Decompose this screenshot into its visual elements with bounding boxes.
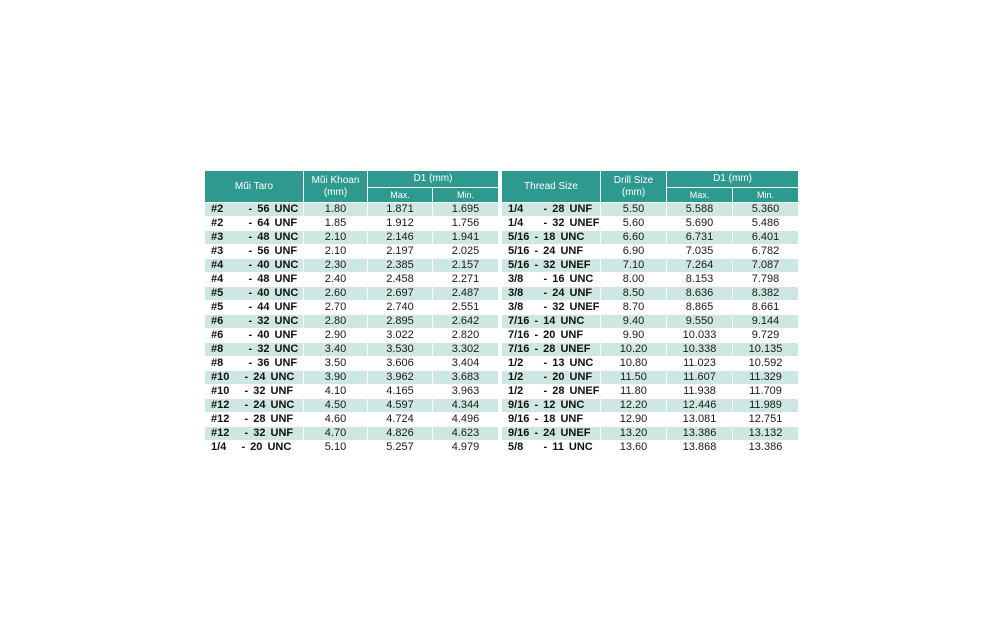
- table-row: [502, 329, 798, 343]
- thread-size-cell: #2 - 64 UNF: [205, 217, 304, 231]
- table-row: [205, 231, 498, 245]
- col-header-min: Min.: [433, 188, 498, 203]
- d1-min-cell: 2.157: [433, 259, 498, 273]
- col-header-d1: D1 (mm): [368, 171, 498, 188]
- thread-size-cell: 3/8 - 16 UNC: [502, 273, 601, 287]
- thread-size-cell: #12 - 32 UNF: [205, 427, 304, 441]
- d1-max-cell: 1.912: [368, 217, 433, 231]
- table-row: [205, 427, 498, 441]
- d1-max-cell: 10.338: [667, 343, 733, 357]
- drill-size-cell: 11.80: [601, 385, 667, 399]
- drill-size-cell: 10.20: [601, 343, 667, 357]
- thread-size-cell: 1/4 - 20 UNC: [205, 441, 304, 455]
- d1-max-cell: 9.550: [667, 315, 733, 329]
- d1-min-cell: 1.941: [433, 231, 498, 245]
- d1-max-cell: 7.035: [667, 245, 733, 259]
- d1-max-cell: 2.385: [368, 259, 433, 273]
- d1-max-cell: 4.826: [368, 427, 433, 441]
- d1-min-cell: 5.486: [733, 217, 798, 231]
- drill-size-cell: 3.40: [304, 343, 368, 357]
- col-header-d1: D1 (mm): [667, 171, 798, 188]
- drill-size-cell: 9.40: [601, 315, 667, 329]
- thread-size-cell: #5 - 44 UNF: [205, 301, 304, 315]
- drill-size-cell: 3.90: [304, 371, 368, 385]
- table-row: [502, 301, 798, 315]
- d1-max-cell: 1.871: [368, 203, 433, 217]
- thread-size-cell: #6 - 32 UNC: [205, 315, 304, 329]
- d1-min-cell: 3.683: [433, 371, 498, 385]
- drill-size-cell: 5.60: [601, 217, 667, 231]
- table-row: [205, 203, 498, 217]
- table-row: [205, 287, 498, 301]
- d1-max-cell: 3.022: [368, 329, 433, 343]
- drill-size-cell: 3.50: [304, 357, 368, 371]
- drill-size-cell: 2.60: [304, 287, 368, 301]
- drill-size-cell: 13.60: [601, 441, 667, 455]
- d1-min-cell: 8.661: [733, 301, 798, 315]
- thread-size-cell: 3/8 - 32 UNEF: [502, 301, 601, 315]
- d1-max-cell: 2.895: [368, 315, 433, 329]
- table-row: [502, 427, 798, 441]
- thread-size-cell: #5 - 40 UNC: [205, 287, 304, 301]
- d1-min-cell: 1.695: [433, 203, 498, 217]
- d1-min-cell: 7.798: [733, 273, 798, 287]
- thread-size-cell: #10 - 32 UNF: [205, 385, 304, 399]
- thread-size-cell: #8 - 36 UNF: [205, 357, 304, 371]
- drill-size-cell: 4.70: [304, 427, 368, 441]
- thread-size-cell: 3/8 - 24 UNF: [502, 287, 601, 301]
- col-header-size: Thread Size: [502, 171, 601, 203]
- table-row: [502, 399, 798, 413]
- d1-max-cell: 10.033: [667, 329, 733, 343]
- drill-size-cell: 2.30: [304, 259, 368, 273]
- d1-min-cell: 13.386: [733, 441, 798, 455]
- drill-size-cell: 4.50: [304, 399, 368, 413]
- d1-max-cell: 4.724: [368, 413, 433, 427]
- d1-max-cell: 2.697: [368, 287, 433, 301]
- d1-min-cell: 5.360: [733, 203, 798, 217]
- drill-size-cell: 8.00: [601, 273, 667, 287]
- table-row: [205, 217, 498, 231]
- left-table-body: [205, 203, 498, 455]
- d1-min-cell: 9.144: [733, 315, 798, 329]
- drill-size-cell: 6.60: [601, 231, 667, 245]
- drill-size-cell: 1.80: [304, 203, 368, 217]
- thread-size-cell: 7/16 - 14 UNC: [502, 315, 601, 329]
- thread-size-cell: #4 - 40 UNC: [205, 259, 304, 273]
- d1-max-cell: 13.081: [667, 413, 733, 427]
- table-row: [502, 287, 798, 301]
- d1-min-cell: 2.551: [433, 301, 498, 315]
- d1-max-cell: 4.165: [368, 385, 433, 399]
- d1-min-cell: 6.782: [733, 245, 798, 259]
- thread-size-cell: #3 - 48 UNC: [205, 231, 304, 245]
- drill-size-cell: 8.70: [601, 301, 667, 315]
- table-row: [205, 259, 498, 273]
- d1-min-cell: 4.979: [433, 441, 498, 455]
- thread-size-cell: #8 - 32 UNC: [205, 343, 304, 357]
- table-row: [205, 385, 498, 399]
- d1-max-cell: 2.458: [368, 273, 433, 287]
- table-row: [205, 245, 498, 259]
- d1-min-cell: 2.271: [433, 273, 498, 287]
- drill-size-cell: 2.70: [304, 301, 368, 315]
- thread-size-cell: 5/16 - 32 UNEF: [502, 259, 601, 273]
- thread-size-cell: #12 - 24 UNC: [205, 399, 304, 413]
- d1-min-cell: 12.751: [733, 413, 798, 427]
- thread-size-cell: 5/16 - 18 UNC: [502, 231, 601, 245]
- d1-min-cell: 3.302: [433, 343, 498, 357]
- table-row: [502, 413, 798, 427]
- col-header-max: Max.: [667, 188, 733, 203]
- d1-max-cell: 3.962: [368, 371, 433, 385]
- thread-size-cell: 1/2 - 20 UNF: [502, 371, 601, 385]
- thread-size-cell: 9/16 - 12 UNC: [502, 399, 601, 413]
- d1-min-cell: 11.709: [733, 385, 798, 399]
- d1-max-cell: 12.446: [667, 399, 733, 413]
- d1-max-cell: 4.597: [368, 399, 433, 413]
- d1-min-cell: 13.132: [733, 427, 798, 441]
- table-row: [205, 315, 498, 329]
- drill-size-cell: 5.50: [601, 203, 667, 217]
- col-header-drill: Mũi Khoan (mm): [304, 171, 368, 203]
- d1-max-cell: 3.606: [368, 357, 433, 371]
- col-header-drill: Drill Size (mm): [601, 171, 667, 203]
- thread-size-cell: 7/16 - 28 UNEF: [502, 343, 601, 357]
- drill-size-cell: 2.90: [304, 329, 368, 343]
- d1-min-cell: 2.642: [433, 315, 498, 329]
- d1-max-cell: 5.690: [667, 217, 733, 231]
- table-row: [205, 357, 498, 371]
- thread-size-cell: #3 - 56 UNF: [205, 245, 304, 259]
- table-row: [502, 231, 798, 245]
- d1-min-cell: 7.087: [733, 259, 798, 273]
- d1-max-cell: 6.731: [667, 231, 733, 245]
- d1-max-cell: 2.197: [368, 245, 433, 259]
- drill-size-cell: 13.20: [601, 427, 667, 441]
- d1-min-cell: 9.729: [733, 329, 798, 343]
- table-row: [205, 301, 498, 315]
- d1-min-cell: 1.756: [433, 217, 498, 231]
- thread-size-cell: 7/16 - 20 UNF: [502, 329, 601, 343]
- d1-min-cell: 11.989: [733, 399, 798, 413]
- d1-min-cell: 2.025: [433, 245, 498, 259]
- d1-min-cell: 11.329: [733, 371, 798, 385]
- d1-min-cell: 10.135: [733, 343, 798, 357]
- thread-size-cell: #6 - 40 UNF: [205, 329, 304, 343]
- left-thread-table: [205, 171, 498, 455]
- right-table-body: [502, 203, 798, 455]
- thread-size-cell: 5/16 - 24 UNF: [502, 245, 601, 259]
- thread-size-cell: #2 - 56 UNC: [205, 203, 304, 217]
- right-thread-table: [502, 171, 798, 455]
- drill-size-cell: 8.50: [601, 287, 667, 301]
- d1-max-cell: 13.386: [667, 427, 733, 441]
- d1-max-cell: 7.264: [667, 259, 733, 273]
- table-row: [502, 343, 798, 357]
- drill-size-cell: 11.50: [601, 371, 667, 385]
- table-row: [502, 273, 798, 287]
- d1-min-cell: 4.496: [433, 413, 498, 427]
- drill-size-cell: 4.10: [304, 385, 368, 399]
- d1-max-cell: 11.023: [667, 357, 733, 371]
- thread-size-cell: #10 - 24 UNC: [205, 371, 304, 385]
- d1-max-cell: 2.146: [368, 231, 433, 245]
- drill-size-cell: 2.10: [304, 245, 368, 259]
- drill-size-cell: 2.80: [304, 315, 368, 329]
- table-row: [205, 343, 498, 357]
- table-row: [205, 329, 498, 343]
- d1-min-cell: 6.401: [733, 231, 798, 245]
- table-row: [502, 357, 798, 371]
- col-header-max: Max.: [368, 188, 433, 203]
- d1-max-cell: 13.868: [667, 441, 733, 455]
- col-header-min: Min.: [733, 188, 798, 203]
- d1-min-cell: 2.820: [433, 329, 498, 343]
- d1-min-cell: 3.963: [433, 385, 498, 399]
- thread-size-cell: 9/16 - 18 UNF: [502, 413, 601, 427]
- thread-size-cell: 1/4 - 28 UNF: [502, 203, 601, 217]
- table-row: [502, 371, 798, 385]
- thread-size-cell: #12 - 28 UNF: [205, 413, 304, 427]
- table-row: [205, 371, 498, 385]
- d1-min-cell: 2.487: [433, 287, 498, 301]
- d1-max-cell: 11.938: [667, 385, 733, 399]
- table-row: [205, 413, 498, 427]
- thread-size-cell: 5/8 - 11 UNC: [502, 441, 601, 455]
- table-row: [502, 315, 798, 329]
- drill-size-cell: 7.10: [601, 259, 667, 273]
- d1-min-cell: 4.344: [433, 399, 498, 413]
- d1-max-cell: 8.153: [667, 273, 733, 287]
- thread-size-cell: 9/16 - 24 UNEF: [502, 427, 601, 441]
- drill-size-cell: 12.90: [601, 413, 667, 427]
- thread-size-cell: 1/2 - 28 UNEF: [502, 385, 601, 399]
- col-header-size: Mũi Taro: [205, 171, 304, 203]
- d1-max-cell: 5.588: [667, 203, 733, 217]
- d1-min-cell: 3.404: [433, 357, 498, 371]
- table-row: [205, 441, 498, 455]
- table-row: [502, 217, 798, 231]
- drill-size-cell: 2.40: [304, 273, 368, 287]
- thread-size-cell: #4 - 48 UNF: [205, 273, 304, 287]
- drill-size-cell: 2.10: [304, 231, 368, 245]
- d1-max-cell: 11.607: [667, 371, 733, 385]
- drill-size-cell: 12.20: [601, 399, 667, 413]
- table-row: [205, 273, 498, 287]
- drill-size-cell: 6.90: [601, 245, 667, 259]
- table-row: [205, 399, 498, 413]
- drill-size-cell: 5.10: [304, 441, 368, 455]
- d1-max-cell: 8.865: [667, 301, 733, 315]
- table-row: [502, 259, 798, 273]
- d1-min-cell: 10.592: [733, 357, 798, 371]
- drill-size-cell: 1.85: [304, 217, 368, 231]
- thread-size-cell: 1/4 - 32 UNEF: [502, 217, 601, 231]
- d1-min-cell: 8.382: [733, 287, 798, 301]
- table-row: [502, 245, 798, 259]
- d1-max-cell: 2.740: [368, 301, 433, 315]
- table-row: [502, 441, 798, 455]
- d1-max-cell: 3.530: [368, 343, 433, 357]
- d1-max-cell: 5.257: [368, 441, 433, 455]
- drill-size-cell: 9.90: [601, 329, 667, 343]
- table-row: [502, 385, 798, 399]
- d1-max-cell: 8.636: [667, 287, 733, 301]
- drill-size-cell: 4.60: [304, 413, 368, 427]
- thread-size-cell: 1/2 - 13 UNC: [502, 357, 601, 371]
- d1-min-cell: 4.623: [433, 427, 498, 441]
- table-row: [502, 203, 798, 217]
- drill-size-cell: 10.80: [601, 357, 667, 371]
